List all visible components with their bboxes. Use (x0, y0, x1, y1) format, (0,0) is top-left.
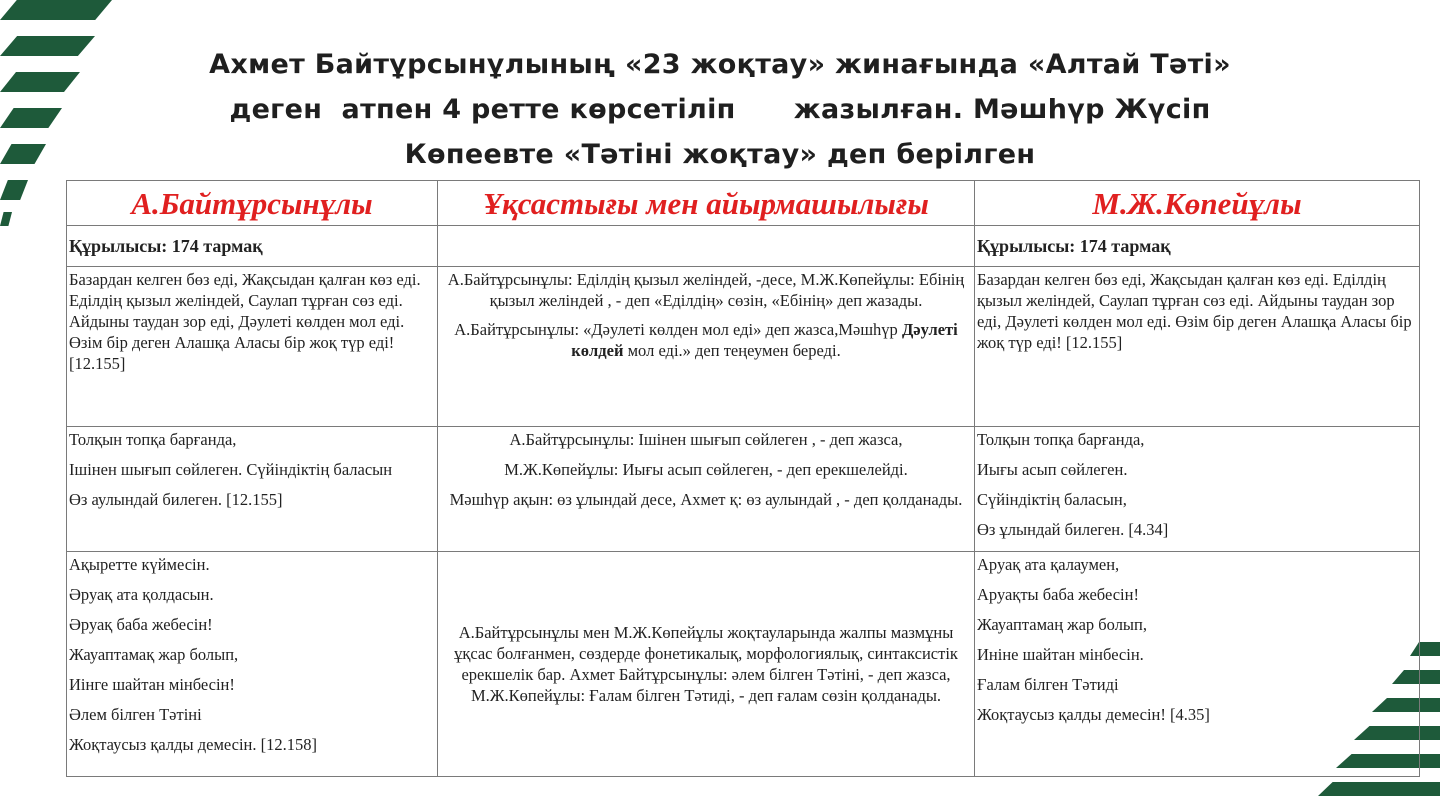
table-row (67, 427, 1420, 552)
decorative-stripe (0, 36, 95, 56)
decorative-stripe (0, 72, 80, 92)
comparison-table (66, 180, 1420, 777)
comment-line: М.Ж.Көпейұлы: Иығы асып сөйлеген, - деп ерекшелейді. (504, 460, 908, 479)
row1-middle (438, 267, 975, 427)
comment-line: Мәшһүр ақын: өз ұлындай десе, Ахмет қ: өз аулындай , - деп қолданады. (449, 490, 963, 509)
bold-text: Дәулеті көлдей (571, 320, 958, 360)
verse-line: Жауаптамақ жар болып, (69, 645, 239, 664)
header-kopeiuly: М.Ж.Көпейұлы (975, 181, 1420, 226)
verse-line: Жоқтаусыз қалды демесін. [12.158] (69, 735, 317, 754)
table-header-row (67, 181, 1420, 226)
structure-middle (438, 226, 975, 267)
title-line-1: Ахмет Байтұрсынұлының «23 жоқтау» жинағында «Алтай Тәті» (209, 49, 1231, 80)
text-span: мол еді.» деп теңеумен береді. (623, 341, 841, 360)
row1-middle-paragraph (440, 319, 972, 361)
row3-right (975, 552, 1420, 777)
verse-line: Өз ұлындай билеген. [4.34] (977, 520, 1169, 539)
row2-middle (438, 427, 975, 552)
verse-line: Иығы асып сөйлеген. (977, 460, 1128, 479)
header-similarity-difference: Ұқсастығы мен айырмашылығы (438, 181, 975, 226)
verse-line: Ақыретте күймесін. (69, 555, 210, 574)
table-row (67, 267, 1420, 427)
verse-line: Өз аулындай билеген. [12.155] (69, 490, 283, 509)
verse-line: Толқын топқа барғанда, (977, 430, 1145, 449)
decorative-stripe (0, 180, 28, 200)
decorative-stripe (0, 144, 46, 164)
verse-line: Ғалам білген Тәтиді (977, 675, 1119, 694)
verse-line: Иніне шайтан мінбесін. (977, 645, 1144, 664)
row1-middle-paragraph: А.Байтұрсынұлы: Еділдің қызыл желіндей, -десе, М.Ж.Көпейұлы: Ебінің қызыл желіндей , - деп «Еділдің» сөзін, «Ебінің» деп жазады. (447, 270, 965, 310)
verse-line: Әруақ ата қолдасын. (69, 585, 214, 604)
verse-line: Жоқтаусыз қалды демесін! [4.35] (977, 705, 1210, 724)
table-row (67, 552, 1420, 777)
title-line-2: деген атпен 4 ретте көрсетіліп жазылған. Мәшһүр Жүсіп (229, 94, 1211, 125)
title-line-3: Көпеевте «Тәтіні жоқтау» деп берілген (404, 139, 1036, 170)
decorative-stripe (0, 108, 62, 128)
page-title (120, 42, 1320, 177)
verse-line: Жауаптамаң жар болып, (977, 615, 1147, 634)
verse-line: Ішінен шығып сөйлеген. Сүйіндіктің баласын (69, 460, 393, 479)
row3-middle: А.Байтұрсынұлы мен М.Ж.Көпейұлы жоқтауларында жалпы мазмұны ұқсас болғанмен, сөздерде фонетикалық, морфологиялық, синтаксистік ерекшелік бар. Ахмет Байтұрсынұлы: әлем білген Тәтіні, - деп жазса, М.Ж.Көпейұлы: Ғалам білген Тәтиді, - деп ғалам сөзін қолданады. (438, 552, 975, 777)
verse-line: Аруақ ата қалаумен, (977, 555, 1120, 574)
row3-left (67, 552, 438, 777)
structure-right: Құрылысы: 174 тармақ (975, 226, 1420, 267)
decorative-stripe (1318, 782, 1440, 796)
row2-right (975, 427, 1420, 552)
row1-right: Базардан келген бөз еді, Жақсыдан қалған көз еді. Еділдің қызыл желіндей, Саулап тұрған сөз еді. Айдыны таудан зор еді, Дәулеті көлден мол еді. Өзім бір деген Алашқа Аласы бір жоқ түр еді! [12.155] (975, 267, 1420, 427)
row1-left: Базардан келген бөз еді, Жақсыдан қалған көз еді. Еділдің қызыл желіндей, Саулап тұрған сөз еді. Айдыны таудан зор еді, Дәулеті көлден мол еді. Өзім бір деген Алашқа Аласы бір жоқ түр еді! [12.155] (67, 267, 438, 427)
row2-left (67, 427, 438, 552)
structure-left: Құрылысы: 174 тармақ (67, 226, 438, 267)
verse-line: Иінге шайтан мінбесін! (69, 675, 235, 694)
verse-line: Әруақ баба жебесін! (69, 615, 213, 634)
decorative-stripe (0, 212, 12, 226)
text-span: А.Байтұрсынұлы: «Дәулеті көлден мол еді» деп жазса,Мәшһүр (454, 320, 902, 339)
decorative-stripe (0, 0, 112, 20)
verse-line: Әлем білген Тәтіні (69, 705, 202, 724)
table-row (67, 226, 1420, 267)
verse-line: Сүйіндіктің баласын, (977, 490, 1127, 509)
verse-line: Толқын топқа барғанда, (69, 430, 237, 449)
verse-line: Аруақты баба жебесін! (977, 585, 1139, 604)
comment-line: А.Байтұрсынұлы: Ішінен шығып сөйлеген , - деп жазса, (509, 430, 903, 449)
header-baitursynuly: А.Байтұрсынұлы (67, 181, 438, 226)
